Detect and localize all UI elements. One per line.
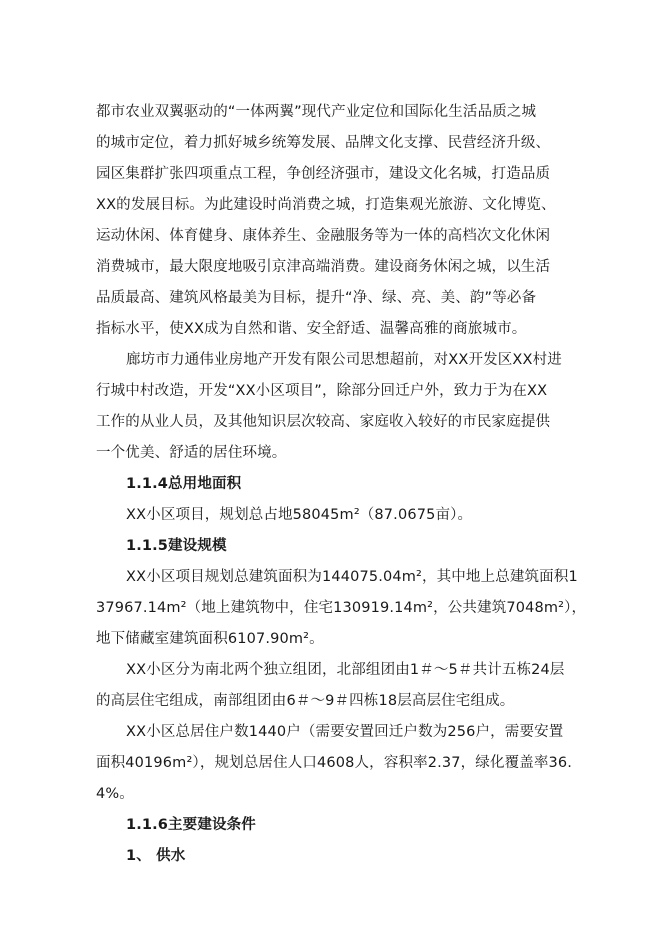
paragraph-2-line-4: 一个优美、舒适的居住环境。 xyxy=(96,445,287,461)
paragraph-2-line-2: 行城中村改造，开发“XX小区项目”，除部分回迁户外，致力于为在XX xyxy=(96,383,548,399)
paragraph-1-line-6: 消费城市，最大限度地吸引京津高端消费。建设商务休闲之城，以生活 xyxy=(96,259,551,275)
paragraph-1-line-1: 都市农业双翼驱动的“一体两翼”现代产业定位和国际化生活品质之城 xyxy=(96,104,537,120)
paragraph-2-line-1: 廊坊市力通伟业房地产开发有限公司思想超前，对XX开发区XX村进 xyxy=(126,352,562,368)
site-area-text: XX小区项目，规划总占地58045m²（87.0675亩）。 xyxy=(126,507,473,523)
groups-line-1: XX小区分为南北两个独立组团，北部组团由1＃～5＃共计五栋24层 xyxy=(126,662,565,678)
paragraph-2-line-3: 工作的从业人员，及其他知识层次较高、家庭收入较好的市民家庭提供 xyxy=(96,414,551,430)
households-line-2: 面积40196m²），规划总居住人口4608人，容积率2.37，绿化覆盖率36. xyxy=(96,755,573,771)
scale-line-2: 37967.14m²（地上建筑物中，住宅130919.14m²，公共建筑7048m²）， xyxy=(96,600,587,616)
section-heading-1-1-6: 1.1.6主要建设条件 xyxy=(126,817,256,833)
paragraph-1-line-3: 园区集群扩张四项重点工程，争创经济强市，建设文化名城，打造品质 xyxy=(96,166,551,182)
paragraph-1-line-2: 的城市定位，着力抓好城乡统筹发展、品牌文化支撑、民营经济升级、 xyxy=(96,135,551,151)
paragraph-1-line-4: XX的发展目标。为此建设时尚消费之城，打造集观光旅游、文化博览、 xyxy=(96,197,556,213)
households-line-3: 4%。 xyxy=(96,786,134,802)
section-heading-1-1-5: 1.1.5建设规模 xyxy=(126,538,227,554)
scale-line-3: 地下储藏室建筑面积6107.90m²。 xyxy=(96,631,324,647)
groups-line-2: 的高层住宅组成，南部组团由6＃～9＃四栋18层高层住宅组成。 xyxy=(96,693,515,709)
paragraph-1-line-7: 品质最高、建筑风格最美为目标，提升“净、绿、亮、美、韵”等必备 xyxy=(96,290,537,306)
paragraph-1-line-8: 指标水平，使XX成为自然和谐、安全舒适、温馨高雅的商旅城市。 xyxy=(96,321,527,337)
households-line-1: XX小区总居住户数1440户（需要安置回迁户数为256户，需要安置 xyxy=(126,724,564,740)
scale-line-1: XX小区项目规划总建筑面积为144075.04m²，其中地上总建筑面积1 xyxy=(126,569,578,585)
paragraph-1-line-5: 运动休闲、体育健身、康体养生、金融服务等为一体的高档次文化休闲 xyxy=(96,228,551,244)
subheading-water-supply: 1、 供水 xyxy=(126,848,186,864)
section-heading-1-1-4: 1.1.4总用地面积 xyxy=(126,476,242,492)
